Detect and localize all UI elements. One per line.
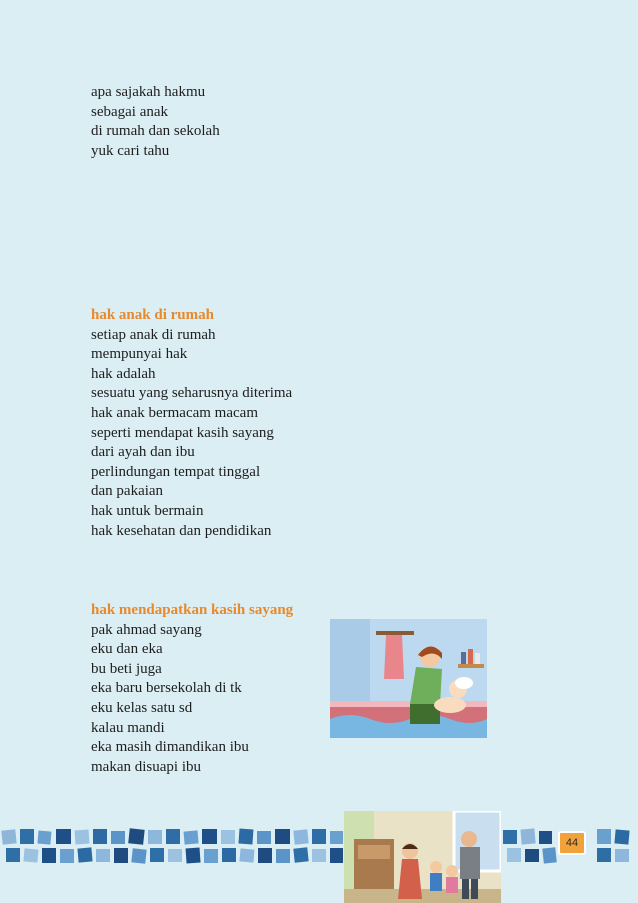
intro-line: di rumah dan sekolah bbox=[91, 123, 220, 140]
section-hak-anak-di-rumah bbox=[91, 306, 292, 541]
text-line: hak adalah bbox=[91, 365, 156, 382]
illustration-bathing bbox=[330, 619, 487, 738]
text-line: hak kesehatan dan pendidikan bbox=[91, 522, 272, 539]
text-line: kalau mandi bbox=[91, 719, 165, 736]
text-line: bu beti juga bbox=[91, 660, 162, 677]
text-line: mempunyai hak bbox=[91, 346, 188, 363]
text-line: eku kelas satu sd bbox=[91, 699, 193, 716]
text-line: eka masih dimandikan ibu bbox=[91, 739, 249, 756]
text-line: perlindungan tempat tinggal bbox=[91, 463, 261, 480]
text-line: eka baru bersekolah di tk bbox=[91, 680, 242, 697]
text-line: hak anak bermacam macam bbox=[91, 404, 258, 421]
intro-line: apa sajakah hakmu bbox=[91, 84, 206, 100]
section-heading: hak mendapatkan kasih sayang bbox=[91, 602, 294, 618]
text-line: setiap anak di rumah bbox=[91, 326, 216, 343]
page-number: 44 bbox=[558, 831, 586, 855]
illustration-family bbox=[344, 811, 501, 903]
text-line: eku dan eka bbox=[91, 641, 163, 658]
section-heading: hak anak di rumah bbox=[91, 307, 214, 323]
decorative-band-left bbox=[0, 826, 344, 866]
section-hak-kasih-sayang bbox=[91, 601, 293, 777]
text-line: seperti mendapat kasih sayang bbox=[91, 424, 274, 441]
intro-line: yuk cari tahu bbox=[91, 142, 170, 159]
text-line: dan pakaian bbox=[91, 483, 164, 500]
text-line: sesuatu yang seharusnya diterima bbox=[91, 385, 293, 402]
text-line: hak untuk bermain bbox=[91, 502, 204, 519]
intro-stanza bbox=[91, 83, 220, 161]
intro-line: sebagai anak bbox=[91, 103, 169, 120]
text-line: dari ayah dan ibu bbox=[91, 444, 195, 461]
text-line: makan disuapi ibu bbox=[91, 758, 201, 775]
text-line: pak ahmad sayang bbox=[91, 621, 202, 638]
